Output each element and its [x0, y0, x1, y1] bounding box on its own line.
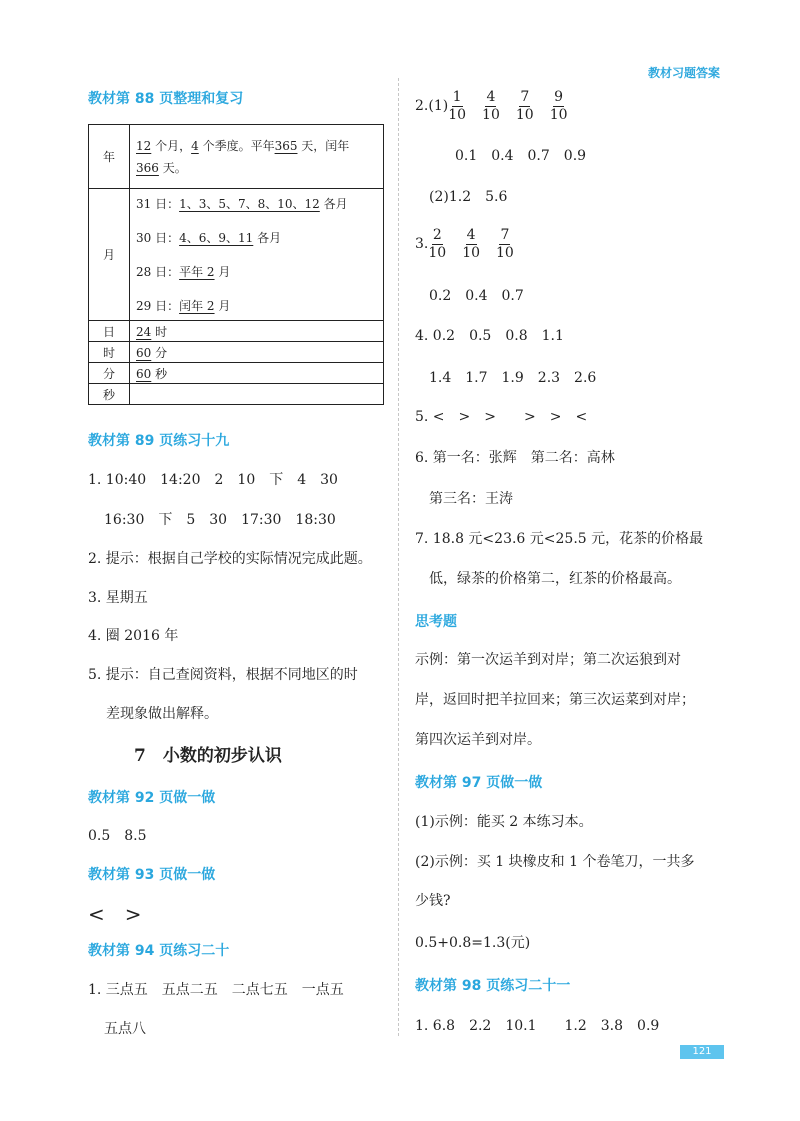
underlined-answer: 4、6、9、11 [179, 230, 254, 245]
cell-text: 各月 [319, 196, 348, 211]
fraction-denominator: 10 [428, 244, 447, 261]
answer-q2 [415, 88, 584, 124]
question-prefix: 3. [415, 236, 429, 252]
table-row [89, 321, 384, 342]
row-label-minute: 分 [89, 363, 130, 384]
answer-line: 1. 10:40 14:20 2 10 下 4 30 [88, 472, 338, 488]
section-title-p93: 教材第 93 页做一做 [88, 867, 216, 883]
table-row [89, 342, 384, 363]
cell-text: 秒 [151, 366, 168, 381]
cell-text: 30 日： [136, 230, 180, 245]
answer-line: 低，绿茶的价格第二，红茶的价格最高。 [429, 571, 681, 587]
answer-line: 0.2 0.4 0.7 [429, 288, 524, 304]
row-label-year: 年 [89, 125, 130, 189]
cell-text: 28 日： [136, 264, 180, 279]
answer-line: 7. 18.8 元<23.6 元<25.5 元，花茶的价格最 [415, 531, 704, 547]
answer-line: 示例：第一次运羊到对岸；第二次运狼到对 [415, 652, 681, 668]
table-cell [130, 125, 384, 189]
fraction-denominator: 10 [448, 106, 467, 123]
fraction [550, 89, 568, 124]
fraction-denominator: 10 [496, 244, 514, 261]
table-cell [130, 189, 384, 321]
fraction-numerator: 9 [554, 88, 564, 105]
section-title-p92: 教材第 92 页做一做 [88, 790, 216, 806]
fraction [448, 89, 466, 124]
fraction-numerator: 1 [452, 88, 462, 105]
underlined-answer: 60 [136, 345, 152, 360]
time-units-table [88, 124, 384, 405]
fraction-denominator: 10 [549, 106, 568, 123]
cell-text: 月 [214, 264, 231, 279]
column-divider [398, 78, 399, 1036]
fraction [482, 89, 500, 124]
fraction-numerator: 4 [466, 226, 476, 243]
cell-text: 分 [151, 345, 168, 360]
cell-text: 月 [214, 298, 231, 313]
underlined-answer: 12 [136, 138, 152, 153]
answer-line: 6. 第一名：张辉 第二名：高林 [415, 450, 615, 466]
answer-line: (2)示例：买 1 块橡皮和 1 个卷笔刀，一共多 [415, 854, 695, 870]
page-number: 121 [680, 1045, 724, 1059]
row-label-month: 月 [89, 189, 130, 321]
underlined-answer: 60 [136, 366, 152, 381]
answer-line: 差现象做出解释。 [106, 706, 218, 722]
fraction [428, 227, 446, 262]
cell-text: 个月， [151, 138, 192, 153]
underlined-answer: 平年 2 [179, 264, 215, 279]
answer-line: 1. 三点五 五点二五 二点七五 一点五 [88, 982, 344, 998]
answer-line: 第三名：王涛 [429, 491, 513, 507]
row-label-day: 日 [89, 321, 130, 342]
underlined-answer: 366 [136, 160, 159, 175]
answer-line: 5. < > > > > < [415, 409, 588, 425]
answer-q3 [415, 226, 530, 262]
answer-line: 0.1 0.4 0.7 0.9 [455, 148, 587, 164]
table-cell [130, 384, 384, 405]
cell-text: 各月 [253, 230, 282, 245]
answer-line: 五点八 [104, 1021, 146, 1037]
answer-line: 1.4 1.7 1.9 2.3 2.6 [429, 370, 597, 386]
cell-text: 个季度。平年 [198, 138, 275, 153]
fraction [496, 227, 514, 262]
fraction-denominator: 10 [482, 106, 500, 123]
cell-text: 时 [151, 324, 168, 339]
fraction-numerator: 4 [486, 88, 496, 105]
section-title-p88: 教材第 88 页整理和复习 [88, 91, 244, 107]
section-title-p97: 教材第 97 页做一做 [415, 775, 543, 791]
answer-line: 少钱? [415, 893, 451, 909]
table-row [89, 125, 384, 189]
row-label-second: 秒 [89, 384, 130, 405]
question-prefix: 2.(1) [415, 98, 449, 114]
table-row [89, 189, 384, 321]
header-tag: 教材习题答案 [647, 66, 720, 80]
cell-text: 天。 [158, 160, 187, 175]
section-title-p94: 教材第 94 页练习二十 [88, 943, 230, 959]
underlined-answer: 365 [274, 138, 298, 153]
answer-line: 0.5 8.5 [88, 828, 147, 844]
answer-line: 0.5+0.8=1.3(元) [415, 935, 531, 951]
fraction-numerator: 7 [520, 88, 530, 105]
fraction-denominator: 10 [515, 106, 534, 123]
answer-line: 第四次运羊到对岸。 [415, 732, 541, 748]
underlined-answer: 24 [136, 324, 152, 339]
cell-text: 31 日： [136, 196, 180, 211]
cell-text: 29 日： [136, 298, 180, 313]
cell-text: 天，闰年 [297, 138, 350, 153]
underlined-answer: 闰年 2 [179, 298, 215, 313]
fraction-numerator: 7 [500, 226, 510, 243]
answer-line: 16:30 下 5 30 17:30 18:30 [104, 512, 336, 528]
table-row [89, 384, 384, 405]
section-title-p89: 教材第 89 页练习十九 [88, 433, 230, 449]
fraction-numerator: 2 [432, 226, 442, 243]
section-title-p98: 教材第 98 页练习二十一 [415, 978, 571, 994]
underlined-answer: 1、3、5、7、8、10、12 [179, 196, 320, 211]
table-row [89, 363, 384, 384]
answer-line: (2)1.2 5.6 [429, 189, 508, 205]
fraction-denominator: 10 [462, 244, 481, 261]
answer-line: 1. 6.8 2.2 10.1 1.2 3.8 0.9 [415, 1018, 660, 1034]
table-cell [130, 363, 384, 384]
answer-line: 4. 圈 2016 年 [88, 628, 179, 644]
chapter-title: 7 小数的初步认识 [134, 746, 282, 766]
answer-line: 5. 提示：自己查阅资料，根据不同地区的时 [88, 667, 358, 683]
fraction [516, 89, 534, 124]
answer-line: 2. 提示：根据自己学校的实际情况完成此题。 [88, 551, 372, 567]
fraction [462, 227, 480, 262]
row-label-hour: 时 [89, 342, 130, 363]
answer-line: 4. 0.2 0.5 0.8 1.1 [415, 328, 564, 344]
underlined-answer: 4 [191, 138, 199, 153]
table-cell [130, 342, 384, 363]
answer-line: 岸，返回时把羊拉回来；第三次运菜到对岸； [415, 692, 695, 708]
table-cell [130, 321, 384, 342]
section-title-thinking: 思考题 [415, 614, 457, 630]
answer-line: 3. 星期五 [88, 590, 148, 606]
answer-line: (1)示例：能买 2 本练习本。 [415, 814, 593, 830]
answer-line: < > [88, 902, 142, 926]
